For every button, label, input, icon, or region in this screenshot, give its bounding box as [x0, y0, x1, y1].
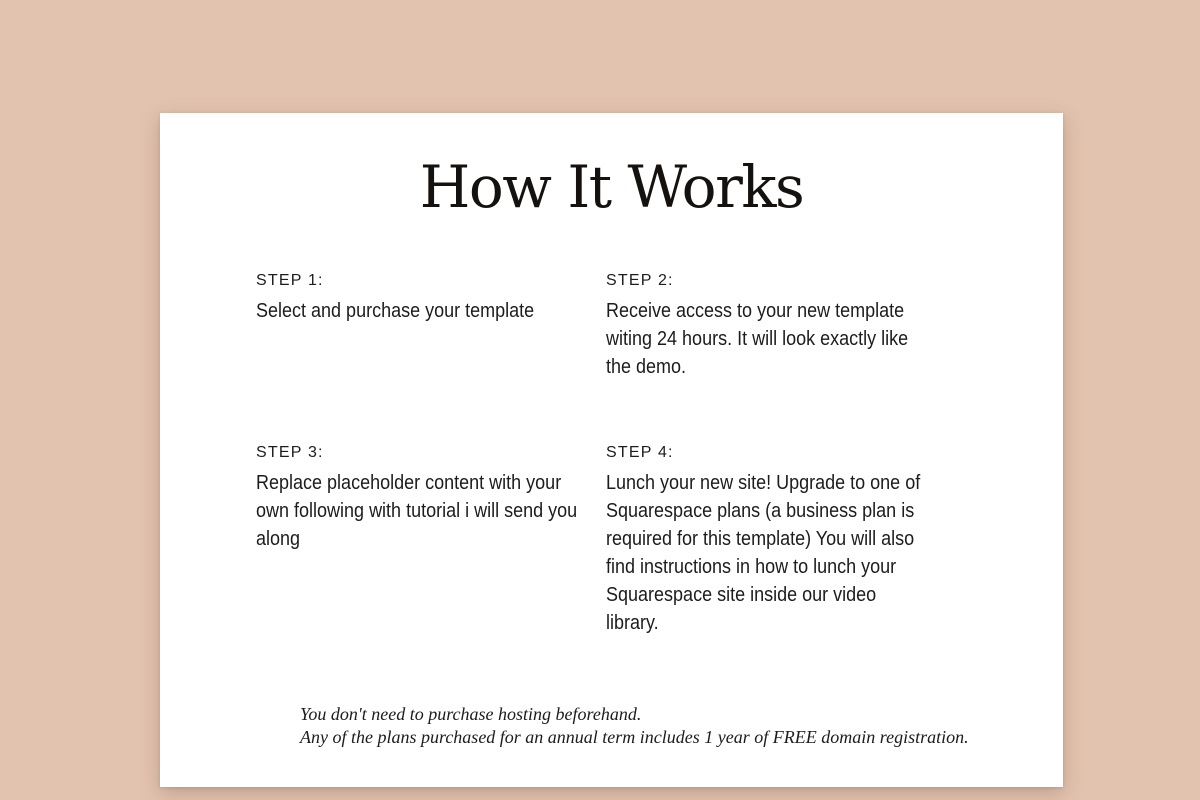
- how-it-works-card: [160, 113, 1063, 787]
- footnote-line-1: You don't need to purchase hosting beforehand.: [300, 704, 642, 724]
- footnote-line-2: Any of the plans purchased for an annual term includes 1 year of FREE domain registration.: [300, 727, 969, 747]
- step-4-text: Lunch your new site! Upgrade to one of Squarespace plans (a business plan is required for this template) You will also find instructions in how to lunch your Squarespace site inside our video library.: [606, 472, 921, 634]
- page-title: How It Works: [419, 153, 804, 221]
- step-3-label: STEP 3:: [256, 444, 324, 461]
- step-2: [606, 271, 936, 381]
- step-1-text: Select and purchase your template: [256, 300, 535, 322]
- step-3-text: Replace placeholder content with your own following with tutorial i will send you along: [256, 472, 578, 550]
- step-2-text: Receive access to your new template witing 24 hours. It will look exactly like the demo.: [606, 300, 909, 378]
- step-1: [256, 271, 586, 325]
- step-4-label: STEP 4:: [606, 444, 674, 461]
- footnote: [300, 703, 1020, 749]
- step-4: [606, 443, 936, 637]
- step-1-label: STEP 1:: [256, 272, 324, 289]
- step-3: [256, 443, 586, 553]
- step-2-label: STEP 2:: [606, 272, 674, 289]
